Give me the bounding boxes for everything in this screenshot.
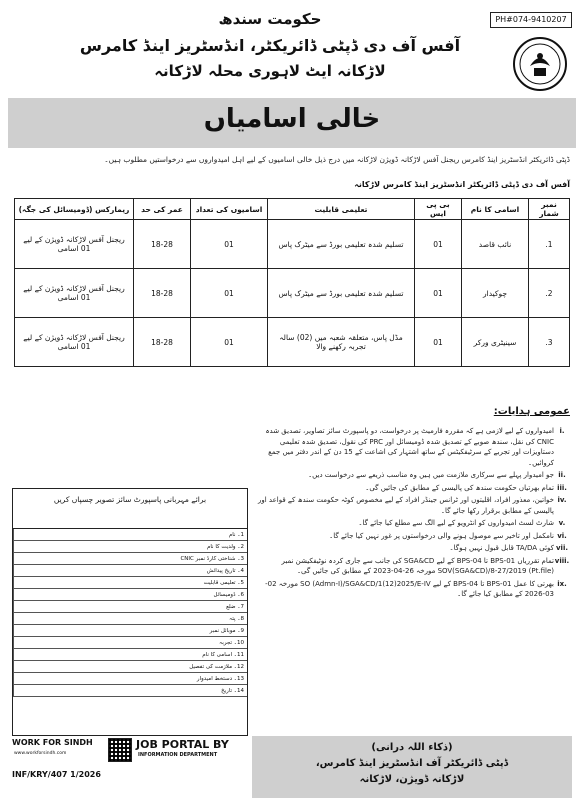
form-field-label: 6۔ ڈومیسائل bbox=[165, 589, 247, 601]
form-field-label: 11۔ اسامی کا نام bbox=[165, 649, 247, 661]
form-row bbox=[14, 553, 248, 565]
instruction-number: iii. bbox=[557, 483, 567, 492]
form-row bbox=[14, 625, 248, 637]
instruction-number: vii. bbox=[555, 544, 569, 552]
intro-paragraph: ڈپٹی ڈائریکٹر انڈسٹریز اینڈ کامرس ریجنل آفس لاڑکانہ ڈویژن لاڑکانہ میں درج ذیل خالی اسامیوں کے لیے اہل امیدواروں سے درخواستیں مطلوب ہیں۔ bbox=[104, 155, 570, 164]
cell-bps: 01 bbox=[415, 220, 462, 269]
form-field-value bbox=[14, 613, 166, 625]
table-row bbox=[15, 269, 570, 318]
instruction-text: تمام بھرتیاں حکومت سندھ کی پالیسی کے مطابق کی جائیں گی۔ bbox=[365, 483, 554, 492]
instruction-text: جو امیدوار پہلے سے سرکاری ملازمت میں ہیں وہ مناسب ذریعے سے درخواست دیں۔ bbox=[308, 471, 554, 479]
instruction-text: شارٹ لسٹ امیدواروں کو انٹرویو کے لیے الگ سے مطلع کیا جائے گا۔ bbox=[358, 519, 554, 527]
form-field-label: 8۔ پتہ bbox=[165, 613, 247, 625]
office-heading: آفس آف دی ڈپٹی ڈائریکٹر انڈسٹریز اینڈ کامرس لاڑکانہ bbox=[354, 180, 570, 189]
form-field-label: 4۔ تاریخ پیدائش bbox=[165, 565, 247, 577]
form-field-value bbox=[14, 637, 166, 649]
signature-block bbox=[252, 736, 572, 798]
cell-age-limit: 18-28 bbox=[134, 318, 191, 367]
instruction-item bbox=[254, 556, 570, 577]
col-post-name: اسامی کا نام bbox=[462, 199, 529, 220]
form-fields-table bbox=[13, 529, 247, 697]
form-field-value bbox=[14, 577, 166, 589]
form-field-value bbox=[14, 625, 166, 637]
form-row bbox=[14, 685, 248, 697]
form-field-value bbox=[14, 589, 166, 601]
cell-no-of-posts: 01 bbox=[191, 269, 268, 318]
instruction-text: بھرتی کا عمل BPS-01 تا BPS-04 کے لیے SO (Admn-I)/SGA&CD/1(12)2025/E-IV مورخہ 02-03-2026 کے مطابق کیا جائے گا۔ bbox=[265, 579, 554, 598]
qr-code-icon bbox=[108, 738, 132, 762]
table-row bbox=[15, 220, 570, 269]
form-field-label: 13۔ دستخط امیدوار bbox=[165, 673, 247, 685]
signatory-place: لاڑکانہ ڈویژن، لاڑکانہ bbox=[359, 774, 465, 785]
form-row bbox=[14, 589, 248, 601]
form-field-label: 9۔ موبائل نمبر bbox=[165, 625, 247, 637]
form-field-value bbox=[14, 553, 166, 565]
instruction-text: خواتین، معذور افراد، اقلیتوں اور ٹرانس جینڈر افراد کے لیے مخصوص کوٹہ حکومت سندھ کے قواعد اور پالیسی کے مطابق برقرار رکھا جائے گا۔ bbox=[258, 496, 554, 515]
instruction-item bbox=[254, 518, 570, 529]
form-row bbox=[14, 541, 248, 553]
col-qualification: تعلیمی قابلیت bbox=[268, 199, 415, 220]
phone-number-box: PH#074-9410207 bbox=[490, 12, 572, 28]
instruction-number: i. bbox=[559, 427, 565, 435]
cell-qualification: تسلیم شدہ تعلیمی بورڈ سے میٹرک پاس bbox=[268, 269, 415, 318]
form-field-value bbox=[14, 529, 166, 541]
work-for-sindh-logo: WORK FOR SINDH bbox=[12, 738, 93, 747]
col-no-of-posts: اسامیوں کی تعداد bbox=[191, 199, 268, 220]
instruction-item bbox=[254, 495, 570, 516]
signatory-name: (ذکاء اللہ درانی) bbox=[371, 742, 453, 753]
form-row bbox=[14, 649, 248, 661]
form-field-label: 10۔ تجربہ bbox=[165, 637, 247, 649]
form-field-value bbox=[14, 601, 166, 613]
cell-no-of-posts: 01 bbox=[191, 220, 268, 269]
header-office-title: آفس آف دی ڈپٹی ڈائریکٹر، انڈسٹریز اینڈ کامرس bbox=[79, 36, 461, 55]
form-field-value bbox=[14, 673, 166, 685]
form-field-label: 2۔ ولدیت کا نام bbox=[165, 541, 247, 553]
col-remarks: ریمارکس (ڈومیسائل کی جگہ) bbox=[15, 199, 134, 220]
job-portal-logo: JOB PORTAL BY bbox=[136, 738, 229, 751]
instruction-number: ix. bbox=[557, 579, 567, 588]
cell-post-name: چوکیدار bbox=[462, 269, 529, 318]
cell-age-limit: 18-28 bbox=[134, 269, 191, 318]
header-government-sindh: حکومت سندھ bbox=[218, 10, 322, 28]
instruction-item bbox=[254, 470, 570, 481]
form-field-label: 1۔ نام bbox=[165, 529, 247, 541]
signatory-designation: ڈپٹی ڈائریکٹر آف انڈسٹریز اینڈ کامرس، bbox=[315, 758, 509, 769]
form-row bbox=[14, 601, 248, 613]
cell-serial: 2. bbox=[529, 269, 570, 318]
sindh-government-seal-icon bbox=[512, 36, 568, 92]
inf-reference-number: INF/KRY/407 1/2026 bbox=[12, 770, 101, 779]
instruction-text: تمام تقرریاں BPS-01 تا BPS-04 کے لیے SGA&CD کی جانب سے جاری کردہ نوٹیفکیشن نمبر SOV(SGA&CD)/8-27/2019 (Pt.file) مورخہ 26-04-2023 کے مطابق کی جائیں گی۔ bbox=[281, 556, 554, 575]
form-field-label: 14۔ تاریخ bbox=[165, 685, 247, 697]
cell-bps: 01 bbox=[415, 269, 462, 318]
application-form bbox=[12, 488, 248, 736]
form-field-label: 7۔ ضلع bbox=[165, 601, 247, 613]
instruction-item bbox=[254, 426, 570, 468]
form-field-label: 5۔ تعلیمی قابلیت bbox=[165, 577, 247, 589]
instruction-item bbox=[254, 531, 570, 542]
instruction-item bbox=[254, 543, 570, 554]
cell-post-name: سینیٹری ورکر bbox=[462, 318, 529, 367]
form-row bbox=[14, 529, 248, 541]
instruction-number: ii. bbox=[558, 471, 566, 479]
cell-post-name: نائب قاصد bbox=[462, 220, 529, 269]
instruction-item bbox=[254, 483, 570, 494]
form-row bbox=[14, 673, 248, 685]
work-for-sindh-url: www.workforsindh.com bbox=[14, 751, 67, 756]
cell-remarks: ریجنل آفس لاڑکانہ ڈویژن کے لیے 01 اسامی bbox=[15, 318, 134, 367]
cell-bps: 01 bbox=[415, 318, 462, 367]
col-bps: بی پی ایس bbox=[415, 199, 462, 220]
vacancies-banner-text: خالی اسامیاں bbox=[203, 104, 381, 134]
cell-serial: 3. bbox=[529, 318, 570, 367]
header-address: لاڑکانہ ایٹ لاہوری محلہ لاڑکانہ bbox=[154, 62, 386, 80]
vacancies-banner bbox=[8, 98, 576, 148]
col-serial: نمبر شمار bbox=[529, 199, 570, 220]
photo-paste-instruction: برائے مہربانی پاسپورٹ سائز تصویر چسپاں کریں bbox=[13, 489, 247, 529]
form-row bbox=[14, 565, 248, 577]
instruction-text: نامکمل اور تاخیر سے موصول ہونے والی درخواستوں پر غور نہیں کیا جائے گا۔ bbox=[329, 531, 554, 540]
information-department-label: INFORMATION DEPARTMENT bbox=[138, 752, 218, 758]
cell-remarks: ریجنل آفس لاڑکانہ ڈویژن کے لیے 01 اسامی bbox=[15, 269, 134, 318]
cell-remarks: ریجنل آفس لاڑکانہ ڈویژن کے لیے 01 اسامی bbox=[15, 220, 134, 269]
cell-serial: 1. bbox=[529, 220, 570, 269]
form-field-label: 3۔ شناختی کارڈ نمبر CNIC bbox=[165, 553, 247, 565]
form-field-value bbox=[14, 661, 166, 673]
instruction-number: v. bbox=[558, 519, 566, 527]
form-field-value bbox=[14, 541, 166, 553]
form-row bbox=[14, 661, 248, 673]
form-field-label: 12۔ ملازمت کی تفصیل bbox=[165, 661, 247, 673]
form-row bbox=[14, 613, 248, 625]
form-row bbox=[14, 637, 248, 649]
cell-qualification: تسلیم شدہ تعلیمی بورڈ سے میٹرک پاس bbox=[268, 220, 415, 269]
form-field-value bbox=[14, 685, 166, 697]
form-row bbox=[14, 577, 248, 589]
cell-age-limit: 18-28 bbox=[134, 220, 191, 269]
cell-no-of-posts: 01 bbox=[191, 318, 268, 367]
instruction-number: vi. bbox=[557, 531, 567, 540]
footer-logos bbox=[12, 738, 248, 764]
vacancies-table bbox=[14, 198, 570, 367]
instruction-number: iv. bbox=[557, 496, 567, 504]
instruction-text: کوئی TA/DA قابل قبول نہیں ہوگا۔ bbox=[449, 544, 554, 552]
cell-qualification: مڈل پاس، متعلقہ شعبہ میں (02) سالہ تجربہ رکھنے والا bbox=[268, 318, 415, 367]
form-field-value bbox=[14, 565, 166, 577]
instructions-list bbox=[254, 426, 570, 602]
instruction-number: viii. bbox=[554, 556, 570, 565]
instructions-title: عمومی ہدایات: bbox=[493, 406, 570, 417]
instruction-item bbox=[254, 579, 570, 600]
instruction-text: امیدواروں کے لیے لازمی ہے کہ مقررہ فارمیٹ پر درخواست، دو پاسپورٹ سائز تصاویر، تصدیق شدہ CNIC کی نقل، سندھ صوبے کے تصدیق شدہ ڈومیسائل اور PRC کی نقول، تصدیق شدہ تعلیمی دستاویزات اور تجربے کے سرٹیفکیٹس کے ساتھ اشتہار کی اشاعت کے 15 دن کے اندر دفتر میں جمع کروائیں۔ bbox=[265, 427, 554, 467]
col-age-limit: عمر کی حد bbox=[134, 199, 191, 220]
table-header-row bbox=[15, 199, 570, 220]
table-row bbox=[15, 318, 570, 367]
form-field-value bbox=[14, 649, 166, 661]
